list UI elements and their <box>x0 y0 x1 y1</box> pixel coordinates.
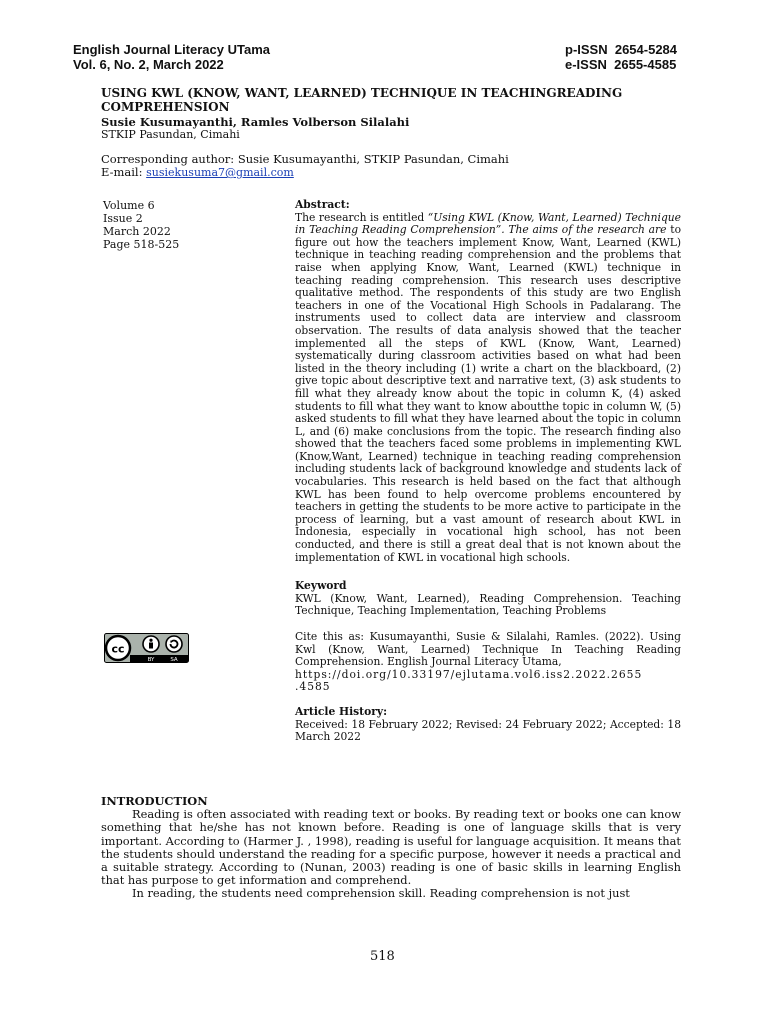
affiliation: STKIP Pasundan, Cimahi <box>101 128 240 141</box>
cc-by-sa-license-icon <box>104 633 189 663</box>
pissn: p-ISSN 2654-5284 <box>565 42 678 57</box>
email-line <box>101 166 681 179</box>
cite-block <box>295 631 681 694</box>
journal-name: English Journal Literacy UTama <box>73 42 270 57</box>
meta-date: March 2022 <box>103 225 171 238</box>
introduction-section <box>101 795 681 901</box>
sa-label: SA <box>170 657 178 663</box>
journal-header-left <box>73 42 270 72</box>
page-number: 518 <box>370 949 395 964</box>
intro-paragraph-1: Reading is often associated with reading text or books. By reading text or books one can know something that he/she has not known before. Reading is one of language skills that is very important. According to (Harmer J. , 1998), reading is useful for language acquisition. It means that the students should understand the reading for a specific purpose, however it needs a practical and a suitable strategy. According to (Nunan, 2003) reading is one of basic skills in learning English that has purpose to get information and comprehend. <box>101 807 681 888</box>
eissn: e-ISSN 2655-4585 <box>565 57 677 72</box>
cite-text: Cite this as: Kusumayanthi, Susie & Silalahi, Ramles. (2022). Using Kwl (Know, Want, Learned) Technique In Teaching Reading Comprehension. English Journal Literacy Utama, <box>295 630 681 669</box>
corresponding-block <box>101 153 681 179</box>
keyword-text: KWL (Know, Want, Learned), Reading Comprehension. Teaching Technique, Teaching Implementation, Teaching Problems <box>295 591 681 618</box>
introduction-heading: INTRODUCTION <box>101 794 208 808</box>
meta-pages: Page 518-525 <box>103 238 180 251</box>
history-heading: Article History: <box>295 704 388 718</box>
history-block <box>295 706 681 744</box>
cc-label: cc <box>111 642 125 656</box>
abstract-lead: The research is entitled <box>295 210 428 224</box>
by-label: BY <box>147 657 155 663</box>
email-label: E-mail: <box>101 165 147 179</box>
doi-link[interactable]: https://doi.org/10.33197/ejlutama.vol6.iss2.2022.2655 .4585 <box>295 667 643 694</box>
keyword-heading: Keyword <box>295 579 347 593</box>
email-link[interactable]: susiekusuma7@gmail.com <box>146 166 294 179</box>
meta-volume: Volume 6 <box>103 199 155 212</box>
abstract-body: to figure out how the teachers implement Know, Want, Learned (KWL) technique in teaching reading comprehension and the problems that raise when applying Know, Want, Learned (KWL) technique in teaching reading comprehension. This research uses descriptive qualitative method. The respondents of this study are two English teachers in one of the Vocational High Schools in Padalarang. The instruments used to collect data are interview and classroom observation. The results of data analysis showed that the teacher implemented all the steps of KWL (Know, Want, Learned) systematically during classroom activities based on what had been listed in the theory including (1) write a chart on the blackboard, (2) give topic about descriptive text and narrative text, (3) ask students to fill what they already know about the topic in column K, (4) asked students to fill what they want to know aboutthe topic in column W, (5) asked students to fill what they have learned about the topic in column L, and (6) make conclusions from the topic. The research finding also showed that the teachers faced some problems in implementing KWL (Know,Want, Learned) technique in teaching reading comprehension including students lack of background knowledge and students lack of vocabularies. This research is held based on the fact that although KWL has been found to help overcome problems encountered by teachers in getting the students to be more active to participate in the process of learning, but a vast amount of research about KWL in Indonesia, especially in vocational high school, has not been conducted, and there is still a great deal that is not known about the implementation of KWL in vocational high schools. <box>295 223 681 564</box>
journal-header-right <box>565 42 677 72</box>
abstract-column <box>295 199 681 744</box>
abstract-heading: Abstract: <box>295 198 350 211</box>
volume-line: Vol. 6, No. 2, March 2022 <box>73 57 224 72</box>
intro-paragraph-2: In reading, the students need comprehension skill. Reading comprehension is not just <box>132 886 630 901</box>
history-text: Received: 18 February 2022; Revised: 24 February 2022; Accepted: 18 March 2022 <box>295 717 681 744</box>
abstract-text <box>295 212 681 565</box>
corresponding-author: Corresponding author: Susie Kusumayanthi, STKIP Pasundan, Cimahi <box>101 152 509 166</box>
authors: Susie Kusumayanthi, Ramles Volberson Silalahi <box>101 115 410 129</box>
issue-meta <box>103 199 179 251</box>
keyword-block <box>295 580 681 618</box>
meta-issue: Issue 2 <box>103 212 143 225</box>
article-title: USING KWL (KNOW, WANT, LEARNED) TECHNIQUE IN TEACHINGREADING COMPREHENSION <box>101 86 623 114</box>
abstract-italic: “Using KWL (Know, Want, Learned) Technique in Teaching Reading Comprehension”. The aims of the research are <box>295 210 681 237</box>
